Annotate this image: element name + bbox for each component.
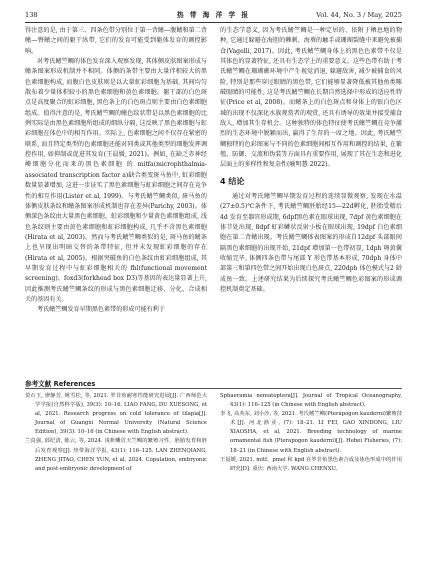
reference-item: 李飞, 高英东, 刘小沙, 等, 2021. 考氏鳍竺鲷(Pterapogon kauderni)繁殖技术[J]. 河北渔业, (7): 18–21. LI FEI, GAO XINDONG, LIU XIAOSHA, et al, 2021. Breeding technology of marine ornamental fish (Pterapogon kauderni)[J]. Hebei Fisheries, (7): 18–21 (in Chinese with English abstract).: [220, 411, 402, 454]
references-heading: 参考文献 References: [25, 380, 96, 388]
reference-item: 王晨媛, 2021. mitf、pmel 和 kpd 在罗非鱼黑色素合成及体色形成中的作用研究[D]. 重庆: 西南大学. WANG CHENXU,: [220, 456, 402, 472]
page-number: 138: [25, 11, 38, 19]
references-left: [25, 392, 207, 474]
header-rule: [25, 22, 402, 23]
reference-item: 贺石玉, 廖静芳, 姚雪松, 等, 2021. 罗非鱼耐寒性能研究进展[J]. 广西师范大学学报(自然科学版), 39(3): 10–16. LIAO FANG, DU XUESONG, et al, 2021. Research progress on cold tolerance of tilapia[J]. Journal of Guangxi Normal University (Natural Science Edition), 39(3): 10–16 (in Chinese with English abstract).: [25, 393, 207, 436]
journal-title: 热 带 海 洋 学 报: [176, 11, 251, 19]
reference-item: Sphaeramia nematoptera[J]. Journal of Tropical Oceanography, 43(1): 116–125 (in Chinese with English abstract).: [220, 393, 402, 409]
section-heading: 4 结论: [220, 176, 245, 186]
body-paragraph: 的生态学意义, 因为考氏鳍竺鲷是一种定居的、依附于栖息地的物种, 它通过躲避在海胆的棘刺、海葵的触手或珊瑚裂缝中来避免被捕食(Vagelli, 2017)。因此, 考氏鳍竺鲷身体上的黑色色素带不仅是其体色的显著特征, 还具有生态学上的重要意义。这些色带有助于考氏鳍竺鲷在珊瑚礁环境中产生视觉消退, 躲避敌害, 减少被捕食的风险, 特别是那些穿过眼睛的黑色带, 它们能够显著降低被其他鱼类啄破眼睛的可能性, 这是考氏鳍竺鲷在长期自然选择中形成的适应性特征(Price et al, 2008)。而鳍条上的白色斑点和身体上的银白色区域的出现不仅深化水族观赏者的观赏, 还具有诱导的效果并接受捕食敌人, 增加其生存机会。这种独特的体色特征使考氏鳍竺鲷在竞争激烈的生态环境中脱颖而出, 赢得了生存的一席之地。因此, 考氏鳍竺鲷独特的色彩图案与不同的色素细胞间相互作用和调控的结果, 在繁殖、防御、交流和伪装等方面具有重要作用, 展现了其在生态和进化层面上的多样性和复杂性(喻明慧 2022)。: [220, 27, 402, 169]
running-header: [25, 9, 402, 21]
body-paragraph: 对考氏鳍竺鲷的体色发育深入观察发现, 其体侧皮肤图案形成与鳍条图案形成机制并不相同。体侧的条带主要由大量伴积较大的黑色素细胞构成, 而腹白色皮肤则是以大量虹彩细胞为基础, 其间均匀散布着少量体积较小的黑色素细胞和黄色素细胞。躯干部的白色斑点是高度聚合的虹彩细胞, 黑色条上的白色斑点则主要由白色素细胞组成。值得注意的是, 考氏鳍竺鲷的鳍色纹状带是以黑色素细胞的比例实际是由黑色素细胞所组成的细纵分隔, 这反映了黑色素细胞与虹彩细胞在体色中的相互作用。实际上, 色素细胞之间不仅存在紧密的联系, 而且特定类型的色素细胞还能对同类或其他类型的细胞发挥调控作用, 如抑制或促进其发育(王晨媛, 2021)。例如, 在缺乏赤神经嵴细胞分化而来的黑色素细胞 的 mitfa(microphthalmia-associated transcription factor a)缺合类变斑马鱼中, 虹彩细胞数量显著增加, 这进一步证实了黑色素细胞与虹彩细胞之间存在竞争性的相互作用(Lister et al, 1999)。与考氏鳍竺鲷类似, 斑马鱼的体侧皮肤条纹和鳍条图案形成机制也存在差异(Parichy, 2003)。体侧深色条纹由大量黑色素细胞、虹彩细胞和少量黄色素细胞组成, 浅色条纹则主要由黄色素细胞和虹彩细胞构成, 几乎不含黑色素细胞(Hirata et al, 2003)。然而与考氏鳍竺鲷类似的是, 斑马鱼的鳍条上也呈现出明暗交替的条带特征, 但并未发现虹彩细胞的存在(Hirata et al, 2005)。根据突破鱼的白色条纹由虹彩细胞组成, 其早期发育过程中与虹彩细胞相关的 fhl(functional movement screening)、foxd3(forkhead box D3)等基因的表达量显著上升, 因此推测考氏鳍竺鲷条纹的形成与黑色素细胞迁移、分化、合成相关的基因有关。: [25, 58, 207, 303]
left-column: [25, 26, 207, 316]
references-right: [220, 392, 402, 474]
body-paragraph: 得注意的是, 由于第三、四条色带分别位于第一背鳍—腹鳍和第二背鳍—臀鳍之间的躯干纵带, 它们的发育可能受到躯体发育的调控影响。: [25, 27, 207, 55]
body-paragraph: 通过对考氏鳍竺鲷早期发育过程的连续显微观察, 发现在水温(27±0.5)℃条件下, 考氏鳍竺鲷胚胎经15—22d孵化, 胚胎受精后 4d 发育至器官形成期, 6dpf黑色素在眼球出现, 7dpf 黄色素细胞在体节处出现, 8dpf 虹彩鳞状反射小板在眼球出现, 19dpf 白色素细胞在第二背鳍出现。考氏鳍竺鲷体表图案的形成自12dpf 头部眼间隔黑色素细胞的出现开始, 21dpf 增加第一色带初显, 1dph 卵黄囊收缩完毕, 体侧四条色带与尾部 Y 形色带基本形成, 70dph 身体中部第三和第四色带之间开始出现白色斑点, 220dph 体色模式与2 龄成鱼一致。上述研究结果为后续探究考氏鳍竺鲷色彩图案的形成调控机制奠定基础。: [220, 192, 402, 293]
reference-item: 兰真强, 邱纪清, 陈云, 等, 2024. 浅析鳞首天竺鲷的繁殖习性、胚胎发育和胚后发育观察[J]. 热带海洋学报, 43(1): 116–125. LAN ZHENQIANG, ZHENG JITAO, CHEN YUN, et al, 2024. Copulation, embryonic and post-embryonic development of: [25, 438, 207, 472]
volume-info: Vol. 44, No. 3 / May, 2025: [316, 11, 402, 19]
references-rule: [25, 388, 402, 389]
body-paragraph: 考氏鳍竺鲷发育早期黑色素带的形成可能有利于: [37, 306, 165, 314]
right-column: [220, 26, 402, 295]
